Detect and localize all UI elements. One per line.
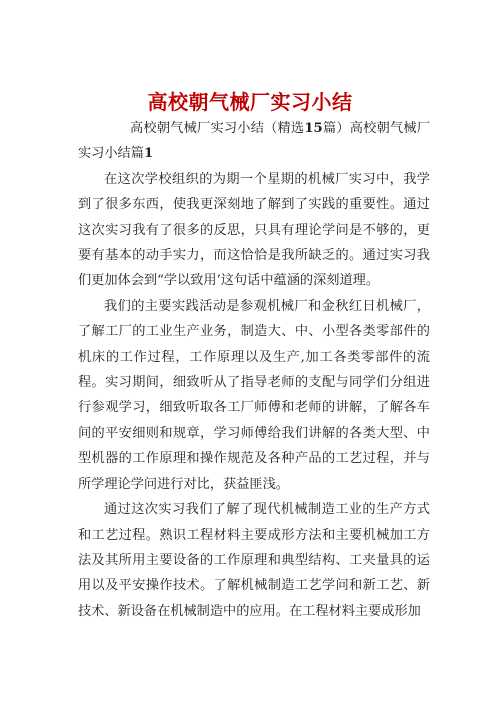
subtitle-number: 15 [304,121,323,136]
document-title: 高校朝气械厂实习小结 [147,90,353,114]
paragraph: 我们的主要实践活动是参观机械厂和金秋红日机械厂，了解工厂的工业生产业务，制造大、中、小型各类零部件的机床的工作过程，工作原理以及生产,加工各类零部件的流程。实习期间，细致听从了指导老师的支配与同学们分组进行参观学习，细致听取各工厂师傅和老师的讲解，了解各车间的平安细则和规章，学习师傅给我们讲解的各类大型、中型机器的工作原理和操作规范及各种产品的工艺过程，并与所学理论学问进行对比，获益匪浅。 [78,298,430,492]
paragraph: 通过这次实习我们了解了现代机械制造工业的生产方式和工艺过程。熟识工程材料主要成形方法和主要机械加工方法及其所用主要设备的工作原理和典型结构、工夹量具的运用以及平安操作技术。了解机械制造工艺学问和新工艺、新技术、新设备在机械制造中的应用。在工程材料主要成形加 [78,502,430,619]
subtitle-text: 高校朝气械厂实习小结（精选 [130,121,305,136]
document-body [78,116,430,624]
document-subtitle [78,116,430,167]
subtitle-section-number: 1 [143,146,154,162]
subtitle-text-continued: 篇）高校朝气械厂实习小结篇 [78,121,431,162]
paragraph: 在这次学校组织的为期一个星期的机械厂实习中，我学到了很多东西，使我更深刻地了解到了实践的重要性。通过这次实习我有了很多的反思，只具有理论学问是不够的，更要有基本的动手实力，而这恰恰是我所缺乏的。通过实习我们更加体会到“学以致用’这句话中蕴涵的深刻道理。 [78,171,430,289]
